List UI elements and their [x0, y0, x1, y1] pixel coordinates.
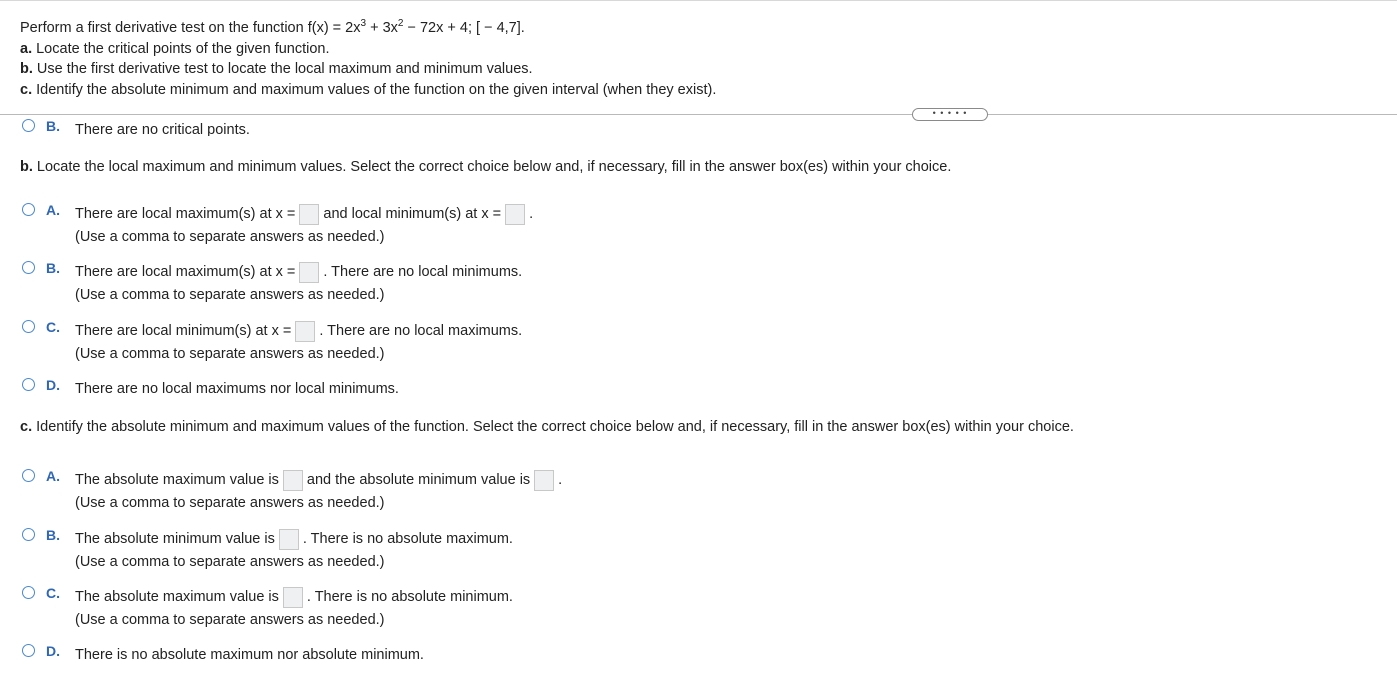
answer-box-local-min[interactable]: [505, 204, 525, 225]
hint-text: (Use a comma to separate answers as needed.): [75, 554, 385, 570]
radio-button[interactable]: [22, 261, 35, 274]
answer-box-local-min[interactable]: [295, 321, 315, 342]
radio-button[interactable]: [22, 320, 35, 333]
answer-box-local-max[interactable]: [299, 262, 319, 283]
part-c-prompt: c. Identify the absolute minimum and maximum values of the function. Select the correct choice below and, if necessary, fill in the answer box(es) within your choice.: [20, 419, 1074, 435]
hint-text: (Use a comma to separate answers as needed.): [75, 229, 385, 245]
question-part-b: b. Use the first derivative test to locate the local maximum and minimum values.: [20, 61, 533, 77]
section-divider: [0, 114, 1397, 115]
radio-button[interactable]: [22, 378, 35, 391]
hint-text: (Use a comma to separate answers as needed.): [75, 346, 385, 362]
radio-button[interactable]: [22, 528, 35, 541]
answer-box-abs-max[interactable]: [283, 470, 303, 491]
choice-text: There is no absolute maximum nor absolute minimum.: [75, 647, 424, 663]
answer-box-abs-max[interactable]: [283, 587, 303, 608]
radio-button[interactable]: [22, 586, 35, 599]
radio-button[interactable]: [22, 644, 35, 657]
answer-box-local-max[interactable]: [299, 204, 319, 225]
question-part-c: c. Identify the absolute minimum and maximum values of the function on the given interval (when they exist).: [20, 81, 717, 98]
choice-text: There are no local maximums nor local minimums.: [75, 381, 399, 397]
radio-button[interactable]: [22, 469, 35, 482]
question-intro: Perform a first derivative test on the function $f(x) = 2x^3 + 3x^2 - 72x + 4$; [ − 4,7].: [20, 18, 525, 36]
top-border: [0, 0, 1397, 1]
hint-text: (Use a comma to separate answers as needed.): [75, 287, 385, 303]
question-part-a: a. Locate the critical points of the given function.: [20, 40, 330, 57]
hint-text: (Use a comma to separate answers as needed.): [75, 612, 385, 628]
hint-text: (Use a comma to separate answers as needed.): [75, 495, 385, 511]
answer-box-abs-min[interactable]: [534, 470, 554, 491]
radio-button[interactable]: [22, 119, 35, 132]
part-b-prompt: b. Locate the local maximum and minimum values. Select the correct choice below and, if necessary, fill in the answer box(es) within your choice.: [20, 159, 952, 175]
answer-box-abs-min[interactable]: [279, 529, 299, 550]
expand-collapse-button[interactable]: • • • • •: [912, 108, 988, 121]
question-stem: [20, 18, 716, 100]
part-a-remnant: B. There are no critical points.: [0, 116, 1397, 136]
choice-text: There are no critical points.: [75, 122, 250, 136]
radio-button[interactable]: [22, 203, 35, 216]
